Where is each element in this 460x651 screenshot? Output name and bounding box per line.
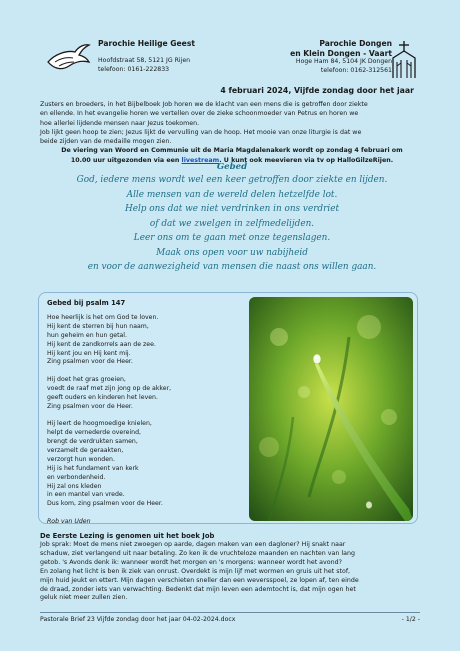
- left-parish-phone: telefoon: 0161-222833: [98, 66, 170, 73]
- psalm-title: Gebed bij psalm 147: [47, 299, 126, 307]
- prayer-line: Alle mensen van de wereld delen hetzelfde lot.: [126, 189, 338, 200]
- page-number: - 1/2 -: [401, 616, 420, 623]
- psalm-line: verzorgt hun wonden.: [47, 455, 115, 463]
- prayer-line: God, iedere mens wordt wel een keer getroffen door ziekte en lijden.: [76, 175, 388, 185]
- psalm-line: en verbondenheid.: [47, 473, 106, 481]
- psalm-line: geeft ouders en kinderen het leven.: [47, 393, 158, 401]
- left-parish-name: Parochie Heilige Geest: [98, 39, 195, 48]
- footer: [40, 612, 420, 623]
- psalm-line: Zing psalmen voor de Heer.: [47, 358, 133, 366]
- prayer-title: Gebed: [216, 162, 248, 172]
- psalm-line: brengt de verdrukten samen,: [47, 437, 138, 445]
- footer-filename: Pastorale Brief 23 Vijfde zondag door het jaar 04-02-2024.docx: [40, 616, 236, 623]
- psalm-line: Hoe heerlijk is het om God te loven.: [47, 313, 159, 321]
- dove-icon: [45, 40, 91, 74]
- reading-line: En zolang het licht is ben ik ziek van onrust. Overdekt is mijn lijf met wormen en gruis uit het stof,: [40, 567, 351, 575]
- intro-line: en ellende. In het evangelie horen we vertellen over de zieke schoonmoeder van Petrus en horen we: [40, 110, 359, 118]
- prayer-line: Help ons dat we niet verdrinken in ons verdriet: [124, 204, 340, 214]
- broadcast-text: 10.00 uur uitgezonden via een: [70, 156, 182, 164]
- psalm-line: Hij kent de sterren bij hun naam,: [47, 322, 149, 330]
- reading-line: Job sprak: Moet de mens niet zwoegen op aarde, dagen maken van een dagloner? Hij snakt naar: [40, 541, 346, 548]
- prayer-section: [40, 162, 424, 275]
- prayer-line: en voor de aanwezigheid van mensen die naast ons willen gaan.: [87, 262, 377, 272]
- first-reading: [40, 532, 424, 603]
- stanza-gap: [47, 367, 247, 376]
- left-parish-address: [98, 39, 248, 74]
- intro-line: Job lijkt geen hoop te zien; Jezus lijkt de vervulling van de hoop. Het mooie van onze liturgie is dat we: [40, 128, 362, 136]
- right-parish-name-1: Parochie Dongen: [319, 39, 392, 48]
- prayer-line: Leer ons om te gaan met onze tegenslagen.: [133, 233, 331, 243]
- psalm-line: Hij kent de zandkorrels aan de zee.: [47, 340, 156, 348]
- psalm-text: [47, 299, 247, 527]
- psalm-line: verzamelt de geraakten,: [47, 446, 124, 454]
- psalm-line: Dus kom, zing psalmen voor de Heer.: [47, 500, 163, 508]
- psalm-line: Zing psalmen voor de Heer.: [47, 402, 133, 410]
- reading-line: getob. 's Avonds denk ik: wanneer wordt het morgen en 's morgens: wanneer wordt het avond?: [40, 558, 342, 566]
- psalm-line: voedt de raaf met zijn jong op de akker,: [47, 384, 172, 392]
- reading-line: schaduw, ziet verlangend uit naar betaling. Zo ken ik de vruchteloze maanden en nachten van lang: [40, 549, 355, 557]
- broadcast-notice-1: De viering van Woord en Communie uit de Maria Magdalenakerk wordt op zondag 4 februari om: [61, 147, 403, 155]
- psalm-line: helpt de vernederde overeind,: [47, 429, 141, 437]
- reading-line: de draad, zonder iets van verwachting. Bedenkt dat mijn leven een ademtocht is, dat mijn ogen het: [40, 585, 356, 593]
- prayer-line: Maak ons open voor uw nabijheid: [156, 247, 308, 258]
- intro-text: [40, 100, 424, 165]
- stanza-gap: [47, 412, 247, 421]
- psalm-line: in een mantel van vrede.: [47, 491, 125, 499]
- right-parish-name-2: en Klein Dongen - Vaart: [290, 48, 392, 58]
- intro-line: beide zijden van de medaille mogen zien.: [40, 138, 172, 146]
- psalm-line: Hij is het fundament van kerk: [47, 464, 139, 472]
- reading-line: mijn huid jeukt en ettert. Mijn dagen verschieten sneller dan een weversspoel, ze lopen af, ten einde: [40, 576, 359, 584]
- grass-dewdrop-image: [249, 297, 413, 521]
- right-parish-phone: telefoon: 0162-312561: [320, 66, 392, 74]
- church-logo-icon: [391, 40, 417, 80]
- intro-line: Zusters en broeders, in het Bijbelboek Job horen we de klacht van een mens die is getroffen door ziekte: [40, 101, 368, 108]
- right-parish-street: Hoge Ham 84, 5104 JK Dongen: [295, 58, 392, 65]
- psalm-line: Hij zal ons kleden: [47, 482, 102, 490]
- psalm-line: Hij kent jou en Hij kent mij.: [47, 349, 131, 357]
- prayer-line: of dat we zwelgen in zelfmedelijden.: [149, 218, 315, 229]
- livestream-link[interactable]: livestream: [181, 156, 220, 164]
- psalm-box: [38, 292, 418, 524]
- broadcast-text: . U kunt ook meevieren via tv op HalloGilzeRijen.: [219, 156, 394, 164]
- psalm-line: Hij leert de hoogmoedige knielen,: [47, 420, 152, 428]
- psalm-line: hun geheim en hun getal.: [47, 331, 127, 339]
- reading-title: De Eerste Lezing is genomen uit het boek Job: [40, 532, 215, 540]
- page-title: 4 februari 2024, Vijfde zondag door het jaar: [220, 86, 414, 95]
- psalm-author: Rob van Uden: [47, 518, 91, 526]
- intro-line: hoe allerlei lijdende mensen naar Jezus toekomen.: [40, 119, 200, 127]
- reading-line: geluk niet meer zullen zien.: [40, 594, 128, 602]
- right-parish-address: [242, 39, 392, 75]
- left-parish-street: Hoofdstraat 58, 5121 JG Rijen: [98, 57, 191, 64]
- psalm-line: Hij doet het gras groeien,: [47, 375, 126, 383]
